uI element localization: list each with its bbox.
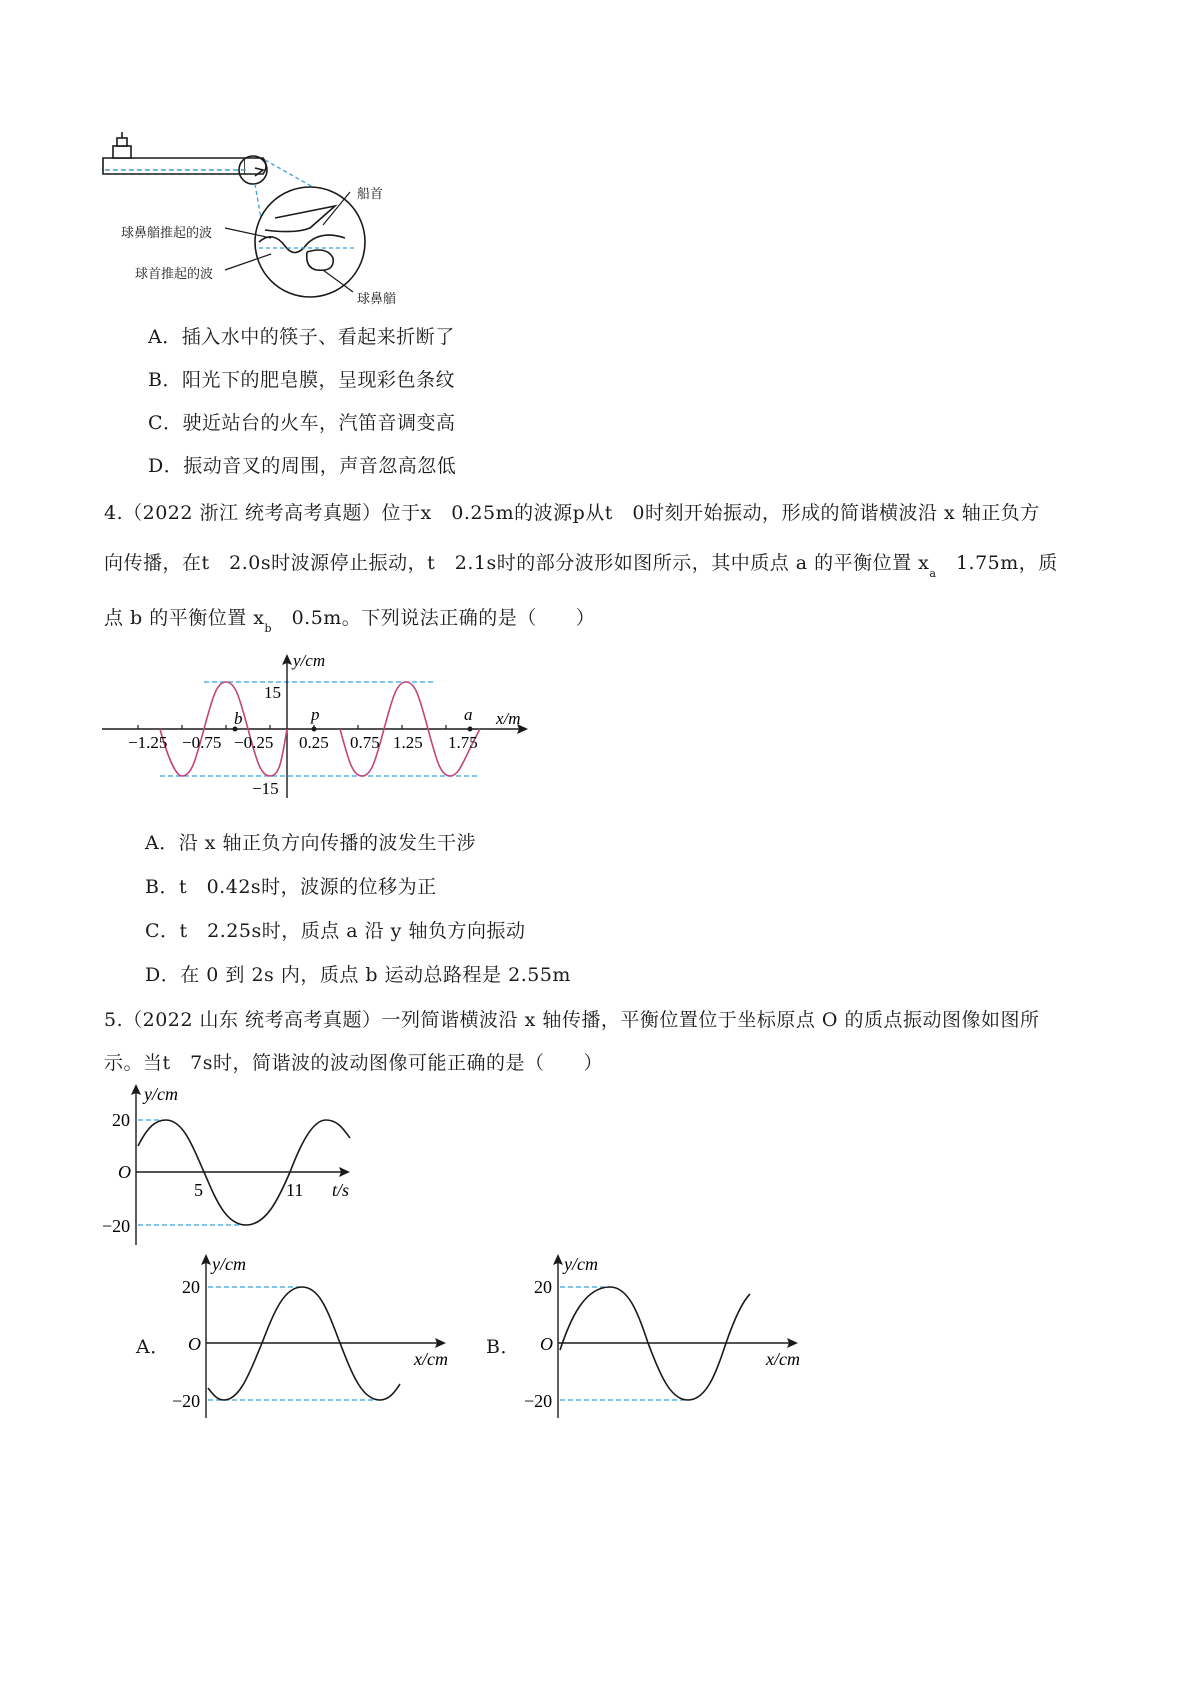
q5-x-tick-11: 11 [286,1180,304,1200]
q4-stem-line2-a: 向传播，在t 2.0s时波源停止振动，t 2.1s时的部分波形如图所示，其中质点 a 的平衡位置 x [104,552,930,574]
bow-wave-label: 球首推起的波 [135,267,214,282]
q4-stem-line3-a: 点 b 的平衡位置 x [104,607,265,629]
q5-y-tick-neg20: −20 [102,1216,131,1236]
q5-a-origin-label: O [188,1334,201,1354]
q4-option-a: A．沿 x 轴正负方向传播的波发生干涉 [145,832,477,854]
q5-a-y-tick-20: 20 [182,1277,200,1297]
q5-vibration-chart [100,1080,370,1255]
q4-stem-line3 [104,603,596,635]
q4-point-b: b [234,709,243,728]
q4-x-tick-2: −0.25 [234,733,274,752]
q4-option-c: C．t 2.25s时，质点 a 沿 y 轴负方向振动 [145,920,526,942]
q4-stem-line1: 4.（2022 浙江 统考高考真题）位于x 0.25m的波源p从t 0时刻开始振动，形成的简谐横波沿 x 轴正负方 [104,502,1040,524]
bow-label: 船首 [357,187,384,202]
q4-sub-a: a [929,567,937,580]
q4-point-p: p [311,705,320,724]
q4-wave-svg [100,648,530,806]
q3-option-a: A．插入水中的筷子、看起来折断了 [148,326,455,348]
q4-y-axis-label: y/cm [293,651,326,670]
q5-a-y-axis-label: y/cm [212,1254,246,1274]
q4-stem-line2 [104,548,1058,580]
q5-y-axis-label: y/cm [144,1084,178,1104]
q4-x-tick-1: −0.75 [182,733,222,752]
q4-y-tick-neg15: −15 [252,779,279,798]
ship-figure [95,130,425,330]
q5-option-a-chart [168,1250,458,1425]
q4-stem-line3-b: 0.5m。下列说法正确的是（ ） [291,607,596,629]
q5-b-y-tick-20: 20 [534,1277,552,1297]
q5-stem-line2: 示。当t 7s时，简谐波的波动图像可能正确的是（ ） [104,1052,603,1074]
q5-option-b-svg [520,1250,820,1425]
q5-b-origin-label: O [540,1334,553,1354]
q5-x-tick-5: 5 [194,1180,203,1200]
q4-x-axis-label: x/m [496,709,521,728]
q5-b-y-tick-neg20: −20 [524,1391,553,1411]
q4-x-tick-4: 0.75 [350,733,380,752]
q5-option-a-svg [168,1250,458,1425]
q4-x-tick-6: 1.75 [448,733,478,752]
q4-sub-b: b [264,622,273,635]
q4-x-tick-3: 0.25 [299,733,329,752]
q4-wave-chart [100,648,530,806]
q4-y-tick-15: 15 [264,683,281,702]
q5-option-b-label: B． [486,1336,520,1358]
q5-vibration-svg [100,1080,370,1255]
q5-origin-label: O [118,1162,131,1182]
q5-a-y-tick-neg20: −20 [172,1391,201,1411]
q4-x-tick-0: −1.25 [128,733,168,752]
bulb-wave-label: 球鼻艏推起的波 [121,226,213,241]
q5-stem-line1: 5.（2022 山东 统考高考真题）一列简谐横波沿 x 轴传播，平衡位置位于坐标原点 O 的质点振动图像如图所 [104,1009,1040,1031]
q5-b-y-axis-label: y/cm [564,1254,598,1274]
q4-option-b: B．t 0.42s时，波源的位移为正 [145,876,437,898]
q5-option-b-chart [520,1250,820,1425]
q5-b-x-axis-label: x/cm [766,1349,800,1369]
bulb-label: 球鼻艏 [357,292,397,307]
q3-option-c: C．驶近站台的火车，汽笛音调变高 [148,412,456,434]
q4-point-a: a [464,705,473,724]
q3-option-d: D．振动音叉的周围，声音忽高忽低 [148,455,457,477]
q4-option-d: D．在 0 到 2s 内，质点 b 运动总路程是 2.55m [145,964,571,986]
q4-stem-line2-b: 1.75m，质 [955,552,1058,574]
q5-option-a-label: A． [136,1336,170,1358]
q5-a-x-axis-label: x/cm [414,1349,448,1369]
q5-y-tick-20: 20 [112,1110,130,1130]
q4-x-tick-5: 1.25 [393,733,423,752]
q3-option-b: B．阳光下的肥皂膜，呈现彩色条纹 [148,369,455,391]
q5-x-axis-label: t/s [332,1180,350,1200]
